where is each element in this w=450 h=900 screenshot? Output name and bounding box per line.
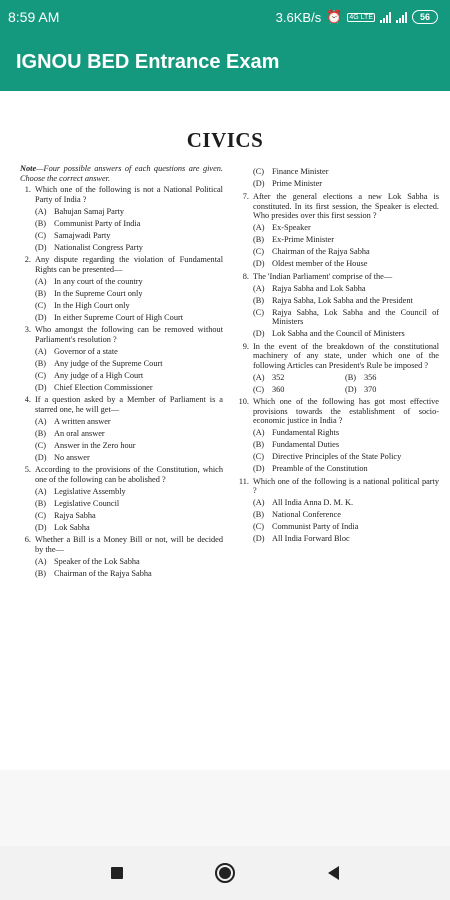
option-text: In the High Court only: [54, 300, 130, 310]
option-label: (A): [35, 556, 47, 566]
option-text: All India Anna D. M. K.: [272, 498, 354, 507]
question-stem: [20, 325, 223, 344]
question-text: Which one of the following is not a National Political Party of India ?: [35, 185, 223, 204]
option-label: (A): [35, 206, 47, 216]
app-title: IGNOU BED Entrance Exam: [16, 51, 280, 73]
option-text: Rajya Sabha, Lok Sabha and the Council of Ministers: [272, 307, 439, 326]
question-number: 8.: [242, 271, 249, 281]
option-text: Prime Minister: [272, 178, 323, 188]
answer-option: [345, 373, 437, 383]
instructions-note: [20, 164, 223, 183]
question-stem: [20, 395, 223, 414]
answer-option: [238, 522, 439, 532]
recents-button[interactable]: [95, 853, 139, 893]
answer-option: [20, 499, 223, 509]
option-label: (B): [253, 295, 265, 305]
option-label: (B): [35, 498, 47, 508]
answer-option: [238, 296, 439, 306]
option-text: Any judge of the Supreme Court: [54, 358, 163, 368]
option-text: Legislative Assembly: [54, 486, 126, 496]
answer-option: [238, 223, 439, 233]
option-label: (D): [35, 242, 47, 252]
option-text: Chairman of the Rajya Sabha: [272, 247, 370, 256]
question-stem: [20, 185, 223, 204]
answer-option: [238, 179, 439, 189]
wifi-signal-icon: [380, 12, 391, 23]
question-stem: [20, 465, 223, 484]
question-item: [20, 325, 223, 392]
option-text: Speaker of the Lok Sabha: [54, 556, 140, 566]
question-text: Who amongst the following can be removed without Parliament's resolution ?: [35, 325, 223, 344]
option-text: Lok Sabha and the Council of Ministers: [272, 329, 405, 338]
option-label: (A): [253, 498, 265, 507]
answer-option: [20, 371, 223, 381]
option-text: Legislative Council: [54, 498, 120, 508]
option-text: 356: [364, 372, 377, 382]
option-text: No answer: [54, 452, 90, 462]
option-label: (B): [35, 568, 47, 578]
option-text: Rajya Sabha, Lok Sabha and the President: [272, 295, 413, 305]
answer-option: [20, 511, 223, 521]
option-text: Governor of a state: [54, 346, 118, 356]
status-time: 8:59 AM: [8, 9, 60, 25]
question-text: Any dispute regarding the violation of Fundamental Rights can be presented—: [35, 255, 223, 274]
option-text: Fundamental Duties: [272, 440, 340, 449]
option-label: (A): [35, 346, 47, 356]
question-number: 3.: [24, 325, 31, 334]
circle-icon: [215, 863, 235, 883]
option-text: Fundamental Rights: [272, 428, 340, 437]
left-column: [20, 164, 223, 581]
option-label: (B): [253, 510, 265, 519]
question-number: 2.: [24, 255, 31, 264]
answer-option: [20, 523, 223, 533]
option-label: (C): [35, 370, 47, 380]
option-label: (B): [35, 358, 47, 368]
option-label: (D): [253, 534, 265, 543]
option-text: 370: [364, 384, 377, 394]
left-questions: [20, 185, 223, 578]
answer-option: [238, 498, 439, 508]
answer-option: [238, 329, 439, 339]
right-column: [238, 164, 439, 547]
question-item: [20, 465, 223, 532]
question-text: The 'Indian Parliament' comprise of the—: [253, 271, 393, 281]
option-text: National Conference: [272, 510, 341, 519]
note-label: Note: [20, 164, 37, 173]
question-number: 7.: [242, 192, 249, 201]
question-item: [20, 185, 223, 252]
option-text: Rajya Sabha and Lok Sabha: [272, 283, 366, 293]
triangle-back-icon: [328, 866, 339, 880]
option-text: Any judge of a High Court: [54, 370, 144, 380]
answer-option: [20, 347, 223, 357]
answer-option: [20, 383, 223, 393]
question-number: 5.: [24, 465, 31, 474]
answer-option: [238, 534, 439, 544]
option-text: Finance Minister: [272, 166, 329, 176]
answer-option: [238, 428, 439, 438]
answer-option: [238, 464, 439, 474]
option-label: (D): [253, 178, 265, 188]
option-text: Lok Sabha: [54, 522, 90, 532]
option-label: (C): [253, 307, 265, 317]
option-text: In either Supreme Court of High Court: [54, 312, 184, 322]
option-text: A written answer: [54, 416, 111, 426]
option-text: Communist Party of India: [54, 218, 141, 228]
answer-option: [20, 207, 223, 217]
answer-option: [238, 440, 439, 450]
option-label: (D): [35, 312, 47, 322]
network-speed: 3.6KB/s: [275, 9, 322, 25]
answer-option: [238, 259, 439, 269]
question-item: [238, 272, 439, 339]
option-label: (C): [253, 522, 265, 531]
option-label: (B): [35, 288, 47, 298]
question-number: 4.: [24, 395, 31, 404]
document-page[interactable]: [0, 91, 450, 770]
option-label: (A): [253, 283, 265, 293]
question-text: If a question asked by a Member of Parliament is a starred one, he will get—: [35, 395, 223, 414]
question-number: 9.: [242, 341, 249, 351]
option-text: Communist Party of India: [272, 522, 359, 531]
answer-option: [20, 487, 223, 497]
question-item: [238, 342, 439, 395]
question-item: [238, 477, 439, 544]
option-label: (D): [35, 522, 47, 532]
answer-option: [20, 277, 223, 287]
section-title: CIVICS: [186, 128, 264, 152]
question-item: [20, 535, 223, 578]
answer-option: [20, 569, 223, 579]
answer-option: [20, 313, 223, 323]
option-label: (D): [35, 452, 47, 462]
answer-option: [20, 301, 223, 311]
option-text: Rajya Sabha: [54, 510, 96, 520]
option-label: (C): [253, 247, 265, 256]
status-icons: [276, 9, 438, 25]
option-text: Bahujan Samaj Party: [54, 206, 125, 216]
option-label: (C): [35, 300, 47, 310]
home-button[interactable]: [203, 853, 247, 893]
answer-option: [238, 167, 439, 177]
navigation-bar: [0, 846, 450, 900]
question-text: Which one of the following has got most effective provisions towards the establishment of socio-economic justice in India ?: [253, 397, 439, 425]
option-text: Directive Principles of the State Policy: [272, 452, 402, 461]
question-text: In the event of the breakdown of the constitutional machinery of any state, under which one of the following Articles can President's Rule be imposed ?: [253, 341, 439, 370]
question-number: 6.: [24, 535, 31, 544]
square-icon: [111, 867, 123, 879]
answer-option: [20, 453, 223, 463]
option-pair: [238, 373, 439, 383]
question-stem: [238, 342, 439, 371]
continued-options: [238, 167, 439, 189]
option-label: (B): [253, 440, 265, 449]
option-label: (C): [253, 166, 265, 176]
answer-option: [20, 359, 223, 369]
option-text: Chief Election Commissioner: [54, 382, 153, 392]
answer-option: [20, 429, 223, 439]
question-text: Which one of the following is a national political party ?: [253, 476, 439, 495]
option-label: (A): [35, 486, 47, 496]
option-text: 360: [272, 384, 285, 394]
answer-option: [238, 284, 439, 294]
option-label: (C): [253, 452, 265, 461]
option-label: (A): [253, 428, 265, 437]
option-label: (B): [345, 372, 357, 382]
option-label: (C): [35, 230, 47, 240]
answer-option: [20, 219, 223, 229]
answer-option: [238, 247, 439, 257]
option-text: 352: [272, 372, 285, 382]
question-stem: [238, 272, 439, 282]
answer-option: [238, 235, 439, 245]
page-gap: [0, 770, 450, 846]
option-text: Chairman of the Rajya Sabha: [54, 568, 152, 578]
question-text: After the general elections a new Lok Sabha is constituted. In its first session, the Speaker is elected. Who presides over this first session ?: [253, 192, 439, 220]
question-stem: [238, 397, 439, 426]
question-stem: [238, 192, 439, 221]
alarm-icon: ⏰: [326, 9, 343, 24]
option-label: (B): [35, 428, 47, 438]
option-label: (D): [253, 259, 265, 268]
option-label: (D): [253, 329, 265, 338]
question-item: [238, 192, 439, 269]
question-number: 1.: [24, 185, 31, 194]
question-number: 11.: [238, 476, 249, 486]
option-text: Oldest member of the House: [272, 259, 368, 268]
option-text: Ex-Speaker: [272, 223, 311, 232]
answer-option: [20, 243, 223, 253]
question-text: According to the provisions of the Constitution, which one of the following can be abolished ?: [35, 465, 223, 484]
answer-option: [20, 441, 223, 451]
question-stem: [20, 255, 223, 274]
option-label: (D): [345, 384, 357, 394]
cell-signal-icon: [396, 12, 407, 23]
option-text: All India Forward Bloc: [272, 534, 350, 543]
option-label: (A): [35, 416, 47, 426]
answer-option: [253, 385, 345, 395]
lte-badge: 4G LTE: [349, 13, 373, 21]
option-label: (C): [35, 510, 47, 520]
question-item: [238, 397, 439, 474]
option-text: An oral answer: [54, 428, 105, 438]
option-text: In the Supreme Court only: [54, 288, 143, 298]
option-label: (A): [253, 372, 265, 382]
back-button[interactable]: [311, 853, 355, 893]
question-stem: [238, 477, 439, 496]
option-label: (D): [35, 382, 47, 392]
answer-option: [345, 385, 437, 395]
option-label: (B): [253, 235, 265, 244]
question-stem: [20, 535, 223, 554]
status-bar: [0, 0, 450, 34]
answer-option: [238, 510, 439, 520]
option-label: (A): [253, 223, 265, 232]
answer-option: [20, 289, 223, 299]
option-text: Ex-Prime Minister: [272, 235, 334, 244]
option-pair: [238, 385, 439, 395]
option-text: Answer in the Zero hour: [54, 440, 136, 450]
option-text: Samajwadi Party: [54, 230, 111, 240]
right-questions: [238, 192, 439, 544]
answer-option: [253, 373, 345, 383]
option-text: Nationalist Congress Party: [54, 242, 143, 252]
question-item: [20, 395, 223, 462]
question-item: [20, 255, 223, 322]
question-text: Whether a Bill is a Money Bill or not, will be decided by the—: [35, 535, 223, 554]
answer-option: [20, 231, 223, 241]
option-label: (A): [35, 276, 47, 286]
answer-option: [238, 308, 439, 327]
question-number: 10.: [238, 397, 249, 406]
battery-icon: 56: [412, 10, 438, 24]
answer-option: [20, 417, 223, 427]
option-label: (B): [35, 218, 47, 228]
option-text: Preamble of the Constitution: [272, 464, 368, 473]
note-text: —Four possible answers of each questions are given. Choose the correct answer.: [20, 164, 223, 183]
answer-option: [238, 452, 439, 462]
option-label: (C): [253, 384, 265, 394]
answer-option: [20, 557, 223, 567]
option-label: (C): [35, 440, 47, 450]
option-text: In any court of the country: [54, 276, 143, 286]
option-label: (D): [253, 464, 265, 473]
app-bar: [0, 34, 450, 91]
